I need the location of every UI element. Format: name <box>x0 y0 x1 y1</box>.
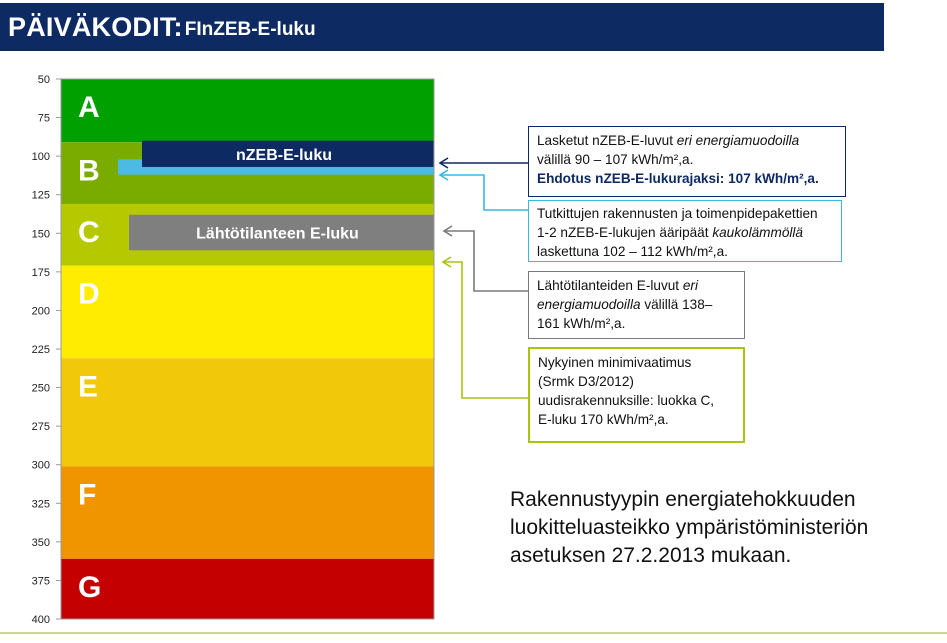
class-label-d: D <box>78 277 100 311</box>
page-title: PÄIVÄKODIT: <box>8 11 183 42</box>
class-label-a: A <box>78 91 100 124</box>
class-band-a <box>61 79 434 142</box>
callout-nzeb-values: Lasketut nZEB-E-luvut eri energiamuodoilla välillä 90 – 107 kWh/m²,a. Ehdotus nZEB-E-lukurajaksi: 107 kWh/m²,a. <box>528 126 846 197</box>
axis-tick-label: 100 <box>31 151 50 164</box>
axis-tick-label: 150 <box>31 228 50 241</box>
class-band-f <box>61 466 434 559</box>
class-band-e <box>61 358 434 466</box>
axis-tick-label: 125 <box>31 189 50 202</box>
callout-connectors <box>440 158 528 398</box>
page-subtitle: FInZEB-E-luku <box>184 19 316 40</box>
axis-tick-label: 375 <box>31 575 50 588</box>
class-label-b: B <box>78 154 100 188</box>
axis-tick-label: 300 <box>31 459 50 472</box>
class-label-f: F <box>78 478 97 512</box>
axis-tick-label: 200 <box>31 305 50 318</box>
axis-tick-label: 250 <box>31 382 50 395</box>
callout-minimum-requirement: Nykyinen minimivaatimus (Srmk D3/2012) uudisrakennuksille: luokka C, E-luku 170 kWh/m²,a. <box>528 347 745 443</box>
class-label-e: E <box>78 370 99 404</box>
callout-baseline-values: Lähtötilanteiden E-luvut eri energiamuodoilla välillä 138– 161 kWh/m²,a. <box>528 271 745 339</box>
class-band-g <box>61 559 434 619</box>
axis-tick-label: 275 <box>31 421 50 434</box>
proposal-text: Ehdotus nZEB-E-lukurajaksi: 107 kWh/m²,a. <box>537 171 819 186</box>
connector-2 <box>444 231 528 291</box>
axis-tick-label: 400 <box>31 614 50 626</box>
connector-3 <box>443 262 528 398</box>
axis-tick-label: 75 <box>37 112 50 125</box>
connector-1 <box>440 175 528 210</box>
class-band-d <box>61 266 434 359</box>
band-label-2: Lähtötilanteen E-luku <box>196 225 359 243</box>
axis-tick-label: 175 <box>31 266 50 279</box>
axis-tick-label: 50 <box>37 74 50 86</box>
axis-tick-label: 350 <box>31 536 50 549</box>
bottom-divider <box>0 632 947 634</box>
axis-tick-label: 225 <box>31 344 50 356</box>
class-label-g: G <box>78 570 102 604</box>
footnote: Rakennustyypin energiatehokkuuden luokitteluasteikko ympäristöministeriön asetuksen 27.2.2013 mukaan. <box>510 488 869 567</box>
class-label-c: C <box>78 215 100 249</box>
axis-tick-label: 325 <box>31 498 50 511</box>
band-label-0: nZEB-E-luku <box>236 146 332 164</box>
callout-district-heating: Tutkittujen rakennusten ja toimenpidepakettien 1-2 nZEB-E-lukujen ääripäät kaukolämmöllä laskettuna 102 – 112 kWh/m²,a. <box>528 200 842 262</box>
